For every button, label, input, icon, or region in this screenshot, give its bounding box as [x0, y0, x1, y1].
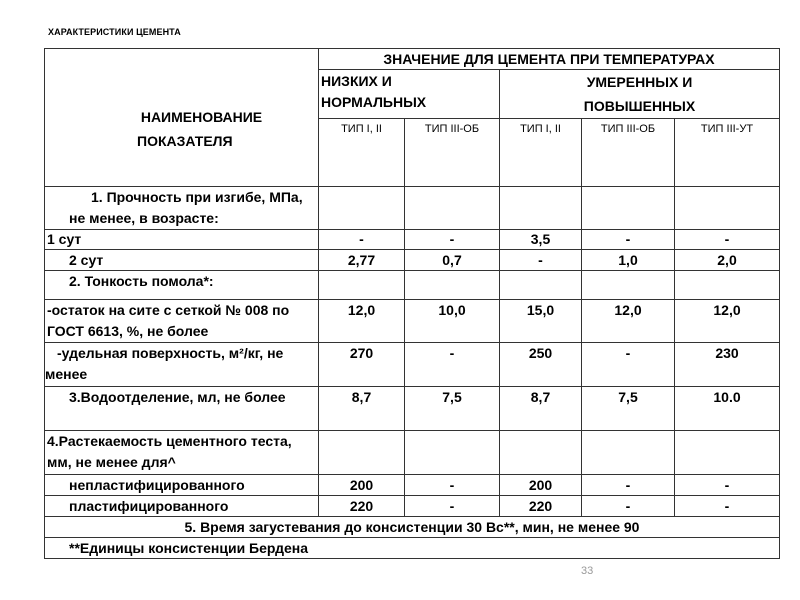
cell: 200	[319, 475, 405, 496]
cell: -	[319, 230, 405, 250]
header-type: ТИП III-УТ	[675, 119, 780, 187]
row-label: 1. Прочность при изгибе, МПа, не менее, в возрасте:	[45, 187, 319, 230]
header-name-column	[45, 49, 319, 187]
cell: 12,0	[675, 300, 780, 343]
row-label: пластифицированного	[45, 496, 319, 517]
cell	[675, 271, 780, 300]
cell: 7,5	[405, 387, 500, 431]
cell: 220	[319, 496, 405, 517]
header-type: ТИП I, II	[319, 119, 405, 187]
header-name-line1: НАИМЕНОВАНИЕ	[140, 108, 263, 125]
header-type: ТИП III-ОБ	[582, 119, 675, 187]
cell: -	[500, 250, 582, 271]
cell: -	[582, 230, 675, 250]
cell: 270	[319, 343, 405, 387]
cell: -	[582, 496, 675, 517]
cell: -	[405, 343, 500, 387]
cell: 200	[500, 475, 582, 496]
cell	[582, 431, 675, 475]
row-label: 1 сут	[45, 230, 319, 250]
header-type: ТИП I, II	[500, 119, 582, 187]
cell: -	[675, 230, 780, 250]
row-label: 2 сут	[45, 250, 319, 271]
cell: 220	[500, 496, 582, 517]
cell: 1,0	[582, 250, 675, 271]
cell: -	[675, 496, 780, 517]
cell	[319, 187, 405, 230]
page-title: ХАРАКТЕРИСТИКИ ЦЕМЕНТА	[48, 27, 181, 37]
cell: 12,0	[582, 300, 675, 343]
cell: 8,7	[500, 387, 582, 431]
cell	[675, 187, 780, 230]
row-setting-time: 5. Время загустевания до консистенции 30 Вс**, мин, не менее 90	[45, 517, 780, 538]
header-type: ТИП III-ОБ	[405, 119, 500, 187]
footnote: **Единицы консистенции Бердена	[45, 538, 780, 559]
row-label: 4.Растекаемость цементного теста, мм, не менее для^	[45, 431, 319, 475]
cell: 15,0	[500, 300, 582, 343]
header-value-group: ЗНАЧЕНИЕ ДЛЯ ЦЕМЕНТА ПРИ ТЕМПЕРАТУРАХ	[319, 49, 780, 70]
cell: -	[405, 475, 500, 496]
header-group-low	[319, 70, 500, 119]
cell: 250	[500, 343, 582, 387]
cell	[319, 431, 405, 475]
cell: -	[405, 496, 500, 517]
row-label: 3.Водоотделение, мл, не более	[45, 387, 319, 431]
header-name-line2: ПОКАЗАТЕЛЯ	[137, 132, 233, 149]
cell: 2,77	[319, 250, 405, 271]
cell: 10.0	[675, 387, 780, 431]
row-label: 2. Тонкость помола*:	[45, 271, 319, 300]
header-group-moderate-label: УМЕРЕННЫХ И ПОВЫШЕННЫХ	[583, 74, 696, 114]
row-label: -удельная поверхность, м²/кг, не менее	[45, 343, 319, 387]
row-label: непластифицированного	[45, 475, 319, 496]
cell: -	[405, 230, 500, 250]
cell	[582, 271, 675, 300]
cell: 12,0	[319, 300, 405, 343]
cell: 10,0	[405, 300, 500, 343]
cell	[500, 187, 582, 230]
cell: 8,7	[319, 387, 405, 431]
cell	[500, 271, 582, 300]
row-label: -остаток на сите с сеткой № 008 по ГОСТ 6613, %, не более	[45, 300, 319, 343]
cell	[405, 187, 500, 230]
cell: -	[582, 343, 675, 387]
cell: -	[675, 475, 780, 496]
header-group-moderate	[500, 70, 780, 119]
cell	[500, 431, 582, 475]
cell	[319, 271, 405, 300]
header-group-low-label: НИЗКИХ И НОРМАЛЬНЫХ	[321, 73, 427, 110]
cell: 7,5	[582, 387, 675, 431]
cell: 3,5	[500, 230, 582, 250]
cell	[675, 431, 780, 475]
cement-characteristics-table	[44, 48, 780, 559]
cell: 2,0	[675, 250, 780, 271]
cell	[405, 431, 500, 475]
cell: 0,7	[405, 250, 500, 271]
cell	[405, 271, 500, 300]
cell: -	[582, 475, 675, 496]
cell	[582, 187, 675, 230]
page-number: 33	[581, 565, 594, 577]
cell: 230	[675, 343, 780, 387]
